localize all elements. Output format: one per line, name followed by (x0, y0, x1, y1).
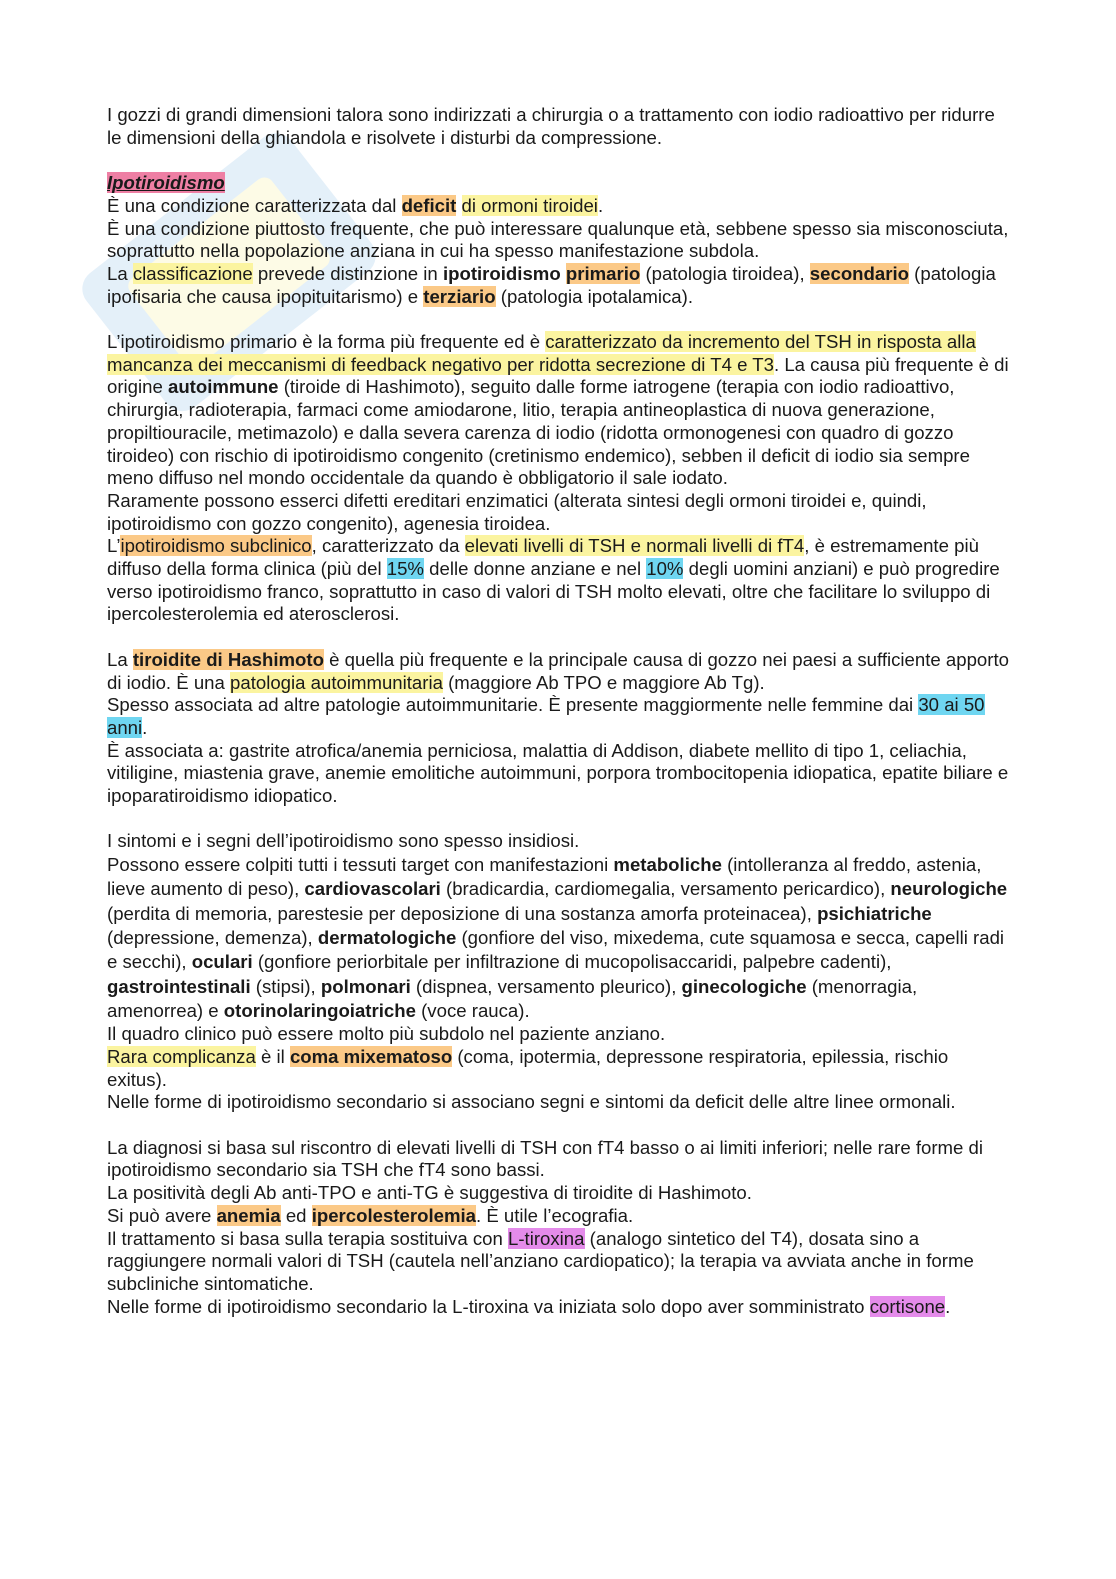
paragraph-hashimoto (107, 649, 1012, 694)
text: La (107, 648, 133, 670)
paragraph-symptoms-intro (107, 830, 1012, 853)
text: è quella più frequente e la principale causa di gozzo nei paesi a sufficiente apporto di iodio. È una (107, 648, 1009, 693)
highlight: anemia (216, 1204, 281, 1226)
paragraph-hereditary (107, 490, 1012, 535)
spacer (107, 808, 1012, 831)
text: La positività degli Ab anti-TPO e anti-TG è suggestiva di tiroidite di Hashimoto. (107, 1182, 752, 1204)
text: (analogo sintetico del T4), dosata sino a raggiungere normali valori di TSH (cautela nell’anziano cardiopatico); la terapia va avviata anche in forme subcliniche sintomatiche. (107, 1227, 974, 1294)
spacer (107, 308, 1012, 331)
text: (patologia ipofisaria che causa ipopituitarismo) e (107, 262, 996, 307)
text: delle donne anziane e nel (423, 558, 647, 580)
section-heading (107, 172, 1012, 195)
text: , caratterizzato da (311, 535, 465, 557)
highlight: ipotiroidismo subclinico (120, 535, 312, 557)
paragraph-subclinical (107, 535, 1012, 626)
text: (bradicardia, cardiomegalia, versamento pericardico), (440, 878, 891, 900)
text: Possono essere colpiti tutti i tessuti target con manifestazioni (107, 854, 614, 876)
bold-term: autoimmune (167, 376, 279, 398)
text: (gonfiore del viso, mixedema, cute squamosa e secca, capelli radi e secchi), (107, 927, 1005, 973)
text: (patologia tiroidea), (640, 262, 810, 284)
text: È associata a: gastrite atrofica/anemia perniciosa, malattia di Addison, diabete mellito di tipo 1, celiachia, vitiligine, miastenia grave, anemie emolitiche autoimmuni, porpora trombocitopenia idiopatica, epatite biliare e ipoparatiroidismo idiopatico. (107, 739, 1009, 807)
highlight: tiroidite di Hashimoto (132, 648, 324, 670)
highlight: 30 ai 50 anni (107, 694, 985, 738)
highlight: Rara complicanza (107, 1045, 256, 1067)
text: è il (255, 1045, 290, 1067)
text: (patologia ipotalamica). (495, 285, 693, 307)
bold-term: metaboliche (613, 854, 722, 876)
highlight: 10% (646, 558, 684, 580)
paragraph-cortisone (107, 1296, 1012, 1319)
highlight: ipercolesterolemia (311, 1204, 477, 1226)
bold-term: ginecologiche (681, 975, 807, 997)
highlight: di ormoni tiroidei (461, 194, 598, 216)
bold-term: gastrointestinali (107, 975, 251, 997)
text: prevede distinzione in (252, 262, 443, 284)
highlight: classificazione (132, 262, 253, 284)
text: (dispnea, versamento pleurico), (410, 975, 682, 997)
highlight: cortisone (869, 1295, 946, 1317)
text: La (107, 262, 133, 284)
text: (coma, ipotermia, depressone respiratoria, epilessia, rischio exitus). (107, 1045, 949, 1090)
highlight: patologia autoimmunitaria (230, 671, 443, 693)
text: Nelle forme di ipotiroidismo secondario si associano segni e sintomi da deficit delle altre linee ormonali. (107, 1091, 956, 1113)
paragraph-symptoms (107, 853, 1012, 1023)
text: L’ (107, 535, 121, 557)
highlight: L-tiroxina (508, 1227, 585, 1249)
highlight: terziario (423, 285, 496, 307)
text: . È utile l’ecografia. (476, 1204, 634, 1226)
text: Il trattamento si basa sulla terapia sostituiva con (107, 1227, 509, 1249)
text: , è estremamente più diffuso della forma clinica (più del (107, 535, 979, 580)
paragraph-antibodies (107, 1182, 1012, 1205)
highlight: 15% (386, 558, 424, 580)
text: (menorragia, amenorrea) e (107, 975, 918, 1021)
bold-term: cardiovascolari (304, 878, 441, 900)
highlight: elevati livelli di TSH e normali livelli di fT4 (464, 535, 805, 557)
heading-ipotiroidismo: Ipotiroidismo (107, 172, 225, 194)
spacer (107, 1114, 1012, 1137)
text: . (142, 716, 148, 738)
text: (voce rauca). (415, 999, 530, 1021)
text: (stipsi), (250, 975, 321, 997)
bold-term: ipotiroidismo (442, 262, 561, 284)
bold-term: neurologiche (890, 878, 1008, 900)
text: (depressione, demenza), (107, 927, 318, 949)
highlight: coma mixematoso (289, 1045, 453, 1067)
bold-term: oculari (191, 951, 253, 973)
text: . La causa più frequente è di origine (107, 353, 1009, 398)
text: La diagnosi si basa sul riscontro di elevati livelli di TSH con fT4 basso o ai limiti inferiori; nelle rare forme di ipotiroidismo secondario sia TSH che fT4 sono bassi. (107, 1136, 984, 1181)
spacer (107, 626, 1012, 649)
paragraph-associations (107, 740, 1012, 808)
paragraph-definition (107, 195, 1012, 218)
text: . (945, 1295, 951, 1317)
paragraph-frequency (107, 218, 1012, 263)
text: L’ipotiroidismo primario è la forma più frequente ed è (107, 331, 546, 352)
text: (intolleranza al freddo, astenia, lieve aumento di peso), (107, 854, 982, 900)
paragraph-goiter (107, 104, 1012, 149)
text: I sintomi e i segni dell’ipotiroidismo sono spesso insidiosi. (107, 830, 580, 852)
bold-term: polmonari (320, 975, 411, 997)
text: È una condizione caratterizzata dal (107, 194, 402, 216)
text: È una condizione piuttosto frequente, che può interessare qualunque età, sebbene spesso sia misconosciuta, soprattutto nella popolazione anziana in cui ha spesso manifestazione subdola. (107, 217, 1009, 262)
text: Nelle forme di ipotiroidismo secondario la L-tiroxina va iniziata solo dopo aver somministrato (107, 1295, 870, 1317)
text: Si può avere (107, 1204, 217, 1226)
text: ed (280, 1204, 312, 1226)
paragraph-diagnosis (107, 1137, 1012, 1182)
paragraph-secondary-forms (107, 1091, 1012, 1114)
bold-term: psichiatriche (817, 902, 932, 924)
highlight: secondario (809, 262, 909, 284)
paragraph-complication (107, 1046, 1012, 1091)
text (456, 195, 461, 216)
highlight: deficit (401, 194, 457, 216)
paragraph-associated (107, 694, 1012, 739)
text: degli uomini anziani) e può progredire verso ipotiroidismo franco, soprattutto in caso di valori di TSH molto elevati, oltre che facilitare lo sviluppo di ipercolesterolemia ed aterosclerosi. (107, 558, 1000, 625)
text: (gonfiore periorbitale per infiltrazione di mucopolisaccaridi, palpebre cadenti), (252, 951, 892, 973)
document-page (107, 104, 1012, 1318)
highlight: caratterizzato da incremento del TSH in risposta alla mancanza dei meccanismi di feedback negativo per ridotta secrezione di T4 e T3 (107, 331, 976, 375)
paragraph-elderly (107, 1023, 1012, 1046)
bold-term: otorinolaringoiatriche (223, 999, 416, 1021)
text: I gozzi di grandi dimensioni talora sono indirizzati a chirurgia o a trattamento con iodio radioattivo per ridurre le dimensioni della ghiandola e risolvete i disturbi da compressione. (107, 104, 995, 148)
text: (tiroide di Hashimoto), seguito dalle forme iatrogene (terapia con iodio radioattivo, chirurgia, radioterapia, farmaci come amiodarone, litio, terapia antineoplastica di nuova generazione, propiltiouracile, metimazolo) e dalla severa carenza di iodio (ridotta ormonogenesi con quadro di gozzo tiroideo) con rischio di ipotiroidismo congenito (cretinismo endemico), sebben il deficit di iodio sia sempre meno diffuso nel mondo occidentale da quando è obbligatorio il sale iodato. (107, 376, 970, 489)
paragraph-primary (107, 331, 1012, 490)
paragraph-classification (107, 263, 1012, 308)
highlight: primario (565, 262, 641, 284)
text: Spesso associata ad altre patologie autoimmunitarie. È presente maggiormente nelle femmine dai (107, 694, 919, 716)
paragraph-treatment (107, 1228, 1012, 1296)
bold-term: dermatologiche (317, 927, 457, 949)
text: Raramente possono esserci difetti ereditari enzimatici (alterata sintesi degli ormoni tiroidei e, quindi, ipotiroidismo con gozzo congenito), agenesia tiroidea. (107, 489, 927, 534)
text: (maggiore Ab TPO e maggiore Ab Tg). (442, 671, 765, 693)
paragraph-anemia (107, 1205, 1012, 1228)
text: (perdita di memoria, parestesie per deposizione di una sostanza amorfa proteinacea), (107, 902, 818, 924)
text: . (597, 194, 604, 216)
spacer (107, 149, 1012, 172)
text: Il quadro clinico può essere molto più subdolo nel paziente anziano. (107, 1023, 666, 1045)
